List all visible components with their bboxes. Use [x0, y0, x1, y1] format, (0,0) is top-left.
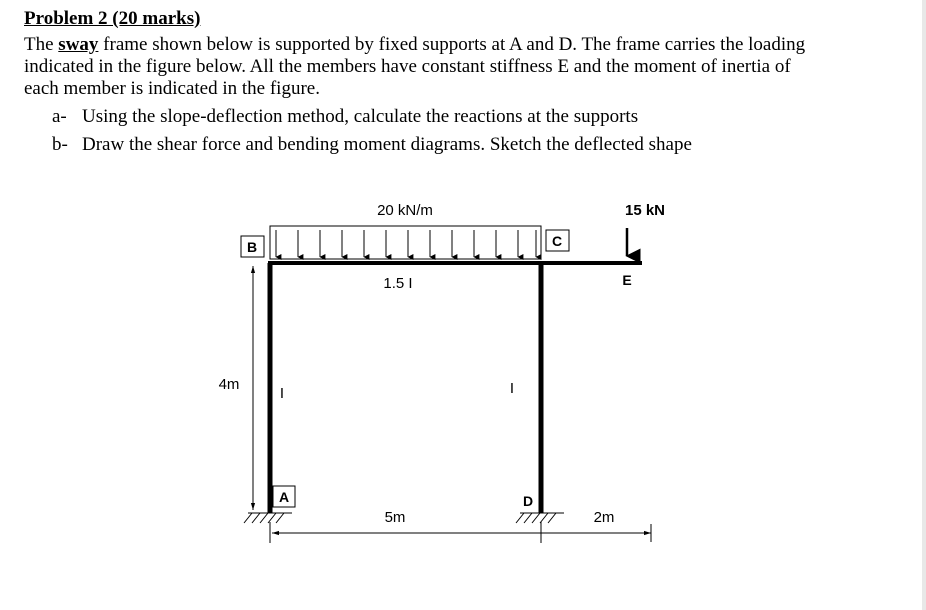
problem-heading: Problem 2 (20 marks) [24, 8, 201, 29]
overhang-dim-label: 2m [593, 509, 615, 526]
scrollbar-track[interactable] [922, 0, 926, 610]
point-load-label: 15 kN [624, 202, 666, 219]
span-dim-label: 5m [384, 509, 406, 526]
left-column-inertia-label: I [279, 385, 285, 402]
task-b-label: b- [52, 134, 68, 155]
support-a [244, 513, 292, 523]
intro-line1: frame shown below is supported by fixed supports at A and D. The frame carries the loading [98, 34, 806, 55]
udl-label: 20 kN/m [377, 202, 433, 219]
udl-arrows [276, 230, 536, 257]
udl-box [270, 226, 541, 259]
support-d [516, 513, 564, 523]
task-a-label: a- [52, 106, 67, 127]
task-a-text: Using the slope-deflection method, calculate the reactions at the supports [82, 106, 639, 127]
intro-line3: each member is indicated in the figure. [24, 78, 320, 99]
height-dim-label: 4m [218, 376, 240, 393]
right-column-inertia-label: I [509, 380, 515, 397]
node-d-label: D [522, 493, 534, 509]
intro-line2: indicated in the figure below. All the members have constant stiffness E and the moment of inertia of [24, 56, 791, 77]
node-a-label: A [278, 489, 290, 505]
node-e-label: E [622, 272, 632, 288]
intro-pre: The [24, 34, 59, 55]
node-c-label: C [551, 233, 563, 249]
node-b-label: B [246, 239, 258, 255]
intro-keyword: sway [58, 34, 99, 55]
beam-inertia-label: 1.5 I [383, 275, 413, 292]
udl-load [270, 226, 541, 259]
task-b-text: Draw the shear force and bending moment diagrams. Sketch the deflected shape [82, 134, 692, 155]
